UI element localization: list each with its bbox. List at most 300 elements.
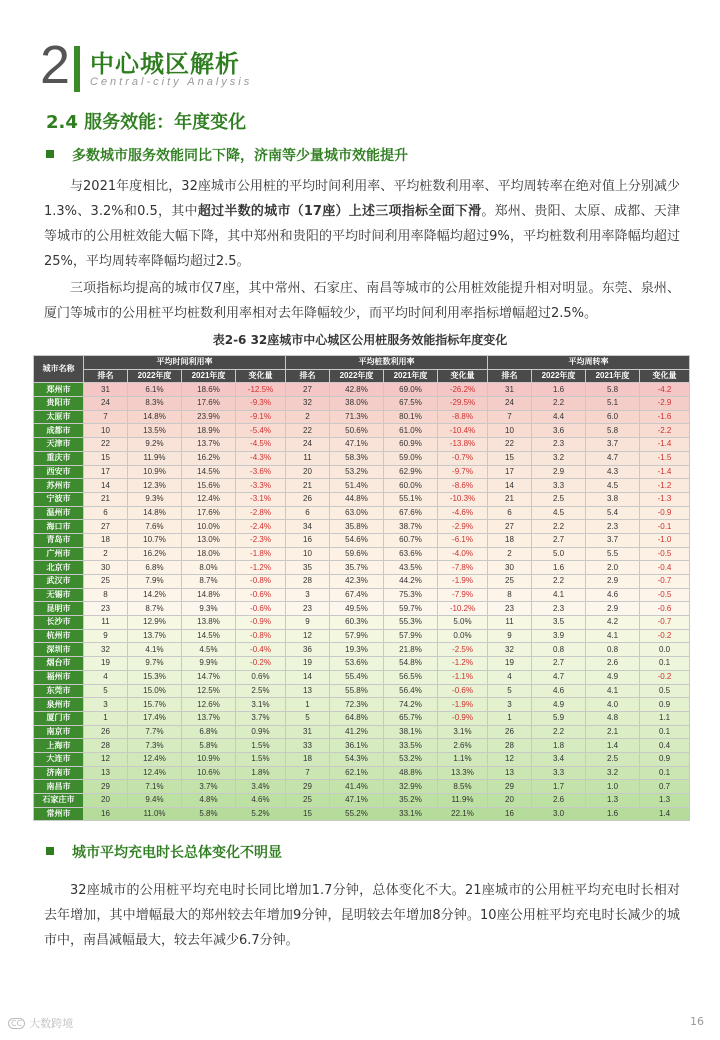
table-cell: -0.4 xyxy=(640,561,690,575)
table-cell: -2.9 xyxy=(640,397,690,411)
table-cell: 5.8 xyxy=(586,424,640,438)
table-cell: 5.8% xyxy=(182,739,236,753)
city-name-cell: 杭州市 xyxy=(34,629,84,643)
section-title: 2.4 服务效能：年度变化 xyxy=(46,112,247,133)
table-cell: 14.5% xyxy=(182,465,236,479)
table-cell: 8.7% xyxy=(182,575,236,589)
table-cell: 27 xyxy=(286,383,330,397)
table-cell: 17.6% xyxy=(182,397,236,411)
table-cell: 21 xyxy=(84,492,128,506)
table-cell: 4.2 xyxy=(586,616,640,630)
table-cell: 5.5 xyxy=(586,547,640,561)
table-cell: 60.7% xyxy=(384,533,438,547)
table-row xyxy=(34,766,690,780)
table-cell: 53.6% xyxy=(330,657,384,671)
table-cell: 47.1% xyxy=(330,794,384,808)
table-cell: -1.2% xyxy=(236,561,286,575)
table-cell: -10.4% xyxy=(438,424,488,438)
city-name-cell: 长沙市 xyxy=(34,616,84,630)
table-cell: 4.1 xyxy=(586,684,640,698)
table-cell: 2.9 xyxy=(532,465,586,479)
table-cell: 2 xyxy=(286,410,330,424)
table-cell: -1.2% xyxy=(438,657,488,671)
table-cell: 54.6% xyxy=(330,533,384,547)
table-cell: -1.0 xyxy=(640,533,690,547)
table-row xyxy=(34,561,690,575)
table-cell: -0.7 xyxy=(640,575,690,589)
table-cell: -9.7% xyxy=(438,465,488,479)
table-cell: 2.3 xyxy=(586,520,640,534)
table-cell: 15 xyxy=(488,451,532,465)
table-cell: 1.1% xyxy=(438,752,488,766)
table-cell: 1.8% xyxy=(236,766,286,780)
table-cell: -2.4% xyxy=(236,520,286,534)
efficiency-table xyxy=(33,355,690,821)
table-cell: 75.3% xyxy=(384,588,438,602)
table-cell: 38.1% xyxy=(384,725,438,739)
table-cell: 13.5% xyxy=(128,424,182,438)
city-name-cell: 温州市 xyxy=(34,506,84,520)
table-cell: -0.9 xyxy=(640,506,690,520)
table-row xyxy=(34,643,690,657)
table-cell: 10.6% xyxy=(182,766,236,780)
table-cell: 2.2 xyxy=(532,397,586,411)
table-cell: 74.2% xyxy=(384,698,438,712)
table-cell: 2.6 xyxy=(586,657,640,671)
city-name-cell: 深圳市 xyxy=(34,643,84,657)
table-row xyxy=(34,424,690,438)
table-cell: -0.2 xyxy=(640,670,690,684)
table-cell: 0.1 xyxy=(640,657,690,671)
table-cell: 4.1 xyxy=(532,588,586,602)
table-cell: 33.5% xyxy=(384,739,438,753)
table-cell: 3.6 xyxy=(532,424,586,438)
cc-icon: CC xyxy=(8,1018,25,1029)
table-cell: 12.4% xyxy=(128,766,182,780)
table-cell: -6.1% xyxy=(438,533,488,547)
table-cell: 19 xyxy=(488,657,532,671)
table-cell: 22 xyxy=(286,424,330,438)
city-name-cell: 大连市 xyxy=(34,752,84,766)
table-cell: 69.0% xyxy=(384,383,438,397)
table-cell: 11.0% xyxy=(128,807,182,821)
table-cell: 13.8% xyxy=(182,616,236,630)
table-cell: -7.9% xyxy=(438,588,488,602)
table-cell: 2.0 xyxy=(586,561,640,575)
city-name-cell: 武汉市 xyxy=(34,575,84,589)
table-cell: 23 xyxy=(286,602,330,616)
table-row xyxy=(34,752,690,766)
subheader-2022: 2022年度 xyxy=(330,369,384,383)
table-cell: 2 xyxy=(488,547,532,561)
table-cell: 1.6 xyxy=(586,807,640,821)
table-row xyxy=(34,670,690,684)
table-cell: 0.1 xyxy=(640,725,690,739)
table-cell: -0.5 xyxy=(640,588,690,602)
table-cell: 7.1% xyxy=(128,780,182,794)
table-cell: -2.5% xyxy=(438,643,488,657)
table-cell: 12 xyxy=(286,629,330,643)
table-cell: -0.2 xyxy=(640,629,690,643)
table-cell: 0.9% xyxy=(236,725,286,739)
table-cell: 30 xyxy=(488,561,532,575)
table-cell: 51.4% xyxy=(330,479,384,493)
table-cell: 5.8 xyxy=(586,383,640,397)
table-cell: -4.0% xyxy=(438,547,488,561)
table-cell: 23 xyxy=(488,602,532,616)
table-cell: -2.8% xyxy=(236,506,286,520)
table-cell: 3.7% xyxy=(236,711,286,725)
table-cell: 19 xyxy=(286,657,330,671)
table-row xyxy=(34,492,690,506)
table-cell: 31 xyxy=(286,725,330,739)
table-cell: 26 xyxy=(488,725,532,739)
table-cell: 72.3% xyxy=(330,698,384,712)
subheader-rank: 排名 xyxy=(286,369,330,383)
table-cell: 21 xyxy=(488,492,532,506)
table-row xyxy=(34,410,690,424)
table-cell: 1.3 xyxy=(586,794,640,808)
table-cell: 4.3 xyxy=(586,465,640,479)
table-cell: 2.9 xyxy=(586,602,640,616)
table-cell: 2.2 xyxy=(532,575,586,589)
table-cell: 1.6 xyxy=(532,383,586,397)
city-name-cell: 成都市 xyxy=(34,424,84,438)
table-cell: 57.9% xyxy=(330,629,384,643)
city-name-cell: 贵阳市 xyxy=(34,397,84,411)
table-cell: 59.7% xyxy=(384,602,438,616)
table-cell: 4.7 xyxy=(586,451,640,465)
table-cell: 12 xyxy=(84,752,128,766)
table-cell: 38.0% xyxy=(330,397,384,411)
table-cell: 3.2 xyxy=(586,766,640,780)
table-cell: 25 xyxy=(84,575,128,589)
city-name-cell: 郑州市 xyxy=(34,383,84,397)
table-cell: -1.9% xyxy=(438,698,488,712)
table-cell: -26.2% xyxy=(438,383,488,397)
table-cell: 4.1 xyxy=(586,629,640,643)
table-cell: 13.7% xyxy=(128,629,182,643)
table-cell: 0.0 xyxy=(640,643,690,657)
table-cell: 2.5 xyxy=(532,492,586,506)
table-cell: 53.2% xyxy=(330,465,384,479)
table-cell: 22 xyxy=(84,438,128,452)
table-cell: 9.2% xyxy=(128,438,182,452)
table-row xyxy=(34,698,690,712)
table-cell: 9 xyxy=(488,629,532,643)
table-cell: -10.2% xyxy=(438,602,488,616)
table-cell: 57.9% xyxy=(384,629,438,643)
city-name-cell: 济南市 xyxy=(34,766,84,780)
bullet-square-icon xyxy=(46,150,54,158)
table-cell: 0.6% xyxy=(236,670,286,684)
table-row xyxy=(34,383,690,397)
table-cell: 43.5% xyxy=(384,561,438,575)
table-cell: 7.7% xyxy=(128,725,182,739)
table-cell: 6 xyxy=(286,506,330,520)
table-cell: 55.2% xyxy=(330,807,384,821)
table-cell: 5.8% xyxy=(182,807,236,821)
table-cell: 14.7% xyxy=(182,670,236,684)
table-cell: 18.6% xyxy=(182,383,236,397)
table-cell: 8.0% xyxy=(182,561,236,575)
table-cell: 24 xyxy=(84,397,128,411)
table-cell: 60.3% xyxy=(330,616,384,630)
table-cell: 1.4 xyxy=(586,739,640,753)
paragraph-1-bold: 超过半数的城市（17座）上述三项指标全面下滑 xyxy=(197,204,482,219)
table-cell: 67.4% xyxy=(330,588,384,602)
table-cell: 4.6 xyxy=(586,588,640,602)
table-cell: 12 xyxy=(488,752,532,766)
table-cell: 10.7% xyxy=(128,533,182,547)
table-cell: 14.8% xyxy=(128,410,182,424)
table-cell: 19.3% xyxy=(330,643,384,657)
table-row xyxy=(34,533,690,547)
table-cell: 5.0 xyxy=(532,547,586,561)
table-cell: 28 xyxy=(84,739,128,753)
table-cell: 29 xyxy=(84,780,128,794)
table-cell: 1.1 xyxy=(640,711,690,725)
table-cell: 5 xyxy=(488,684,532,698)
table-cell: 3 xyxy=(286,588,330,602)
table-cell: 10.0% xyxy=(182,520,236,534)
table-cell: 28 xyxy=(286,575,330,589)
table-cell: 14.5% xyxy=(182,629,236,643)
table-cell: -2.3% xyxy=(236,533,286,547)
city-name-cell: 青岛市 xyxy=(34,533,84,547)
table-row xyxy=(34,725,690,739)
table-cell: 2.5% xyxy=(236,684,286,698)
table-cell: 49.5% xyxy=(330,602,384,616)
table-cell: 3.0 xyxy=(532,807,586,821)
table-cell: 11.9% xyxy=(438,794,488,808)
table-cell: 9.4% xyxy=(128,794,182,808)
bullet-heading-1 xyxy=(46,145,408,165)
table-cell: 19 xyxy=(84,657,128,671)
table-cell: -4.3% xyxy=(236,451,286,465)
table-cell: -1.1% xyxy=(438,670,488,684)
city-name-cell: 宁波市 xyxy=(34,492,84,506)
table-cell: 16.2% xyxy=(182,451,236,465)
table-cell: 7 xyxy=(84,410,128,424)
table-cell: 35.7% xyxy=(330,561,384,575)
table-cell: -0.4% xyxy=(236,643,286,657)
table-cell: 7 xyxy=(286,766,330,780)
table-cell: 3.7 xyxy=(586,438,640,452)
table-cell: 3 xyxy=(488,698,532,712)
table-cell: 4 xyxy=(488,670,532,684)
table-row xyxy=(34,438,690,452)
chapter-number: 2 xyxy=(40,35,71,95)
table-cell: 0.0% xyxy=(438,629,488,643)
table-cell: 3.4 xyxy=(532,752,586,766)
table-cell: 14 xyxy=(84,479,128,493)
table-cell: 1 xyxy=(84,711,128,725)
table-row xyxy=(34,739,690,753)
table-cell: 65.7% xyxy=(384,711,438,725)
table-cell: 1.8 xyxy=(532,739,586,753)
table-cell: 38.7% xyxy=(384,520,438,534)
table-cell: 0.1 xyxy=(640,766,690,780)
city-name-cell: 无锡市 xyxy=(34,588,84,602)
table-cell: 8.7% xyxy=(128,602,182,616)
table-cell: -0.9% xyxy=(236,616,286,630)
city-name-cell: 厦门市 xyxy=(34,711,84,725)
table-cell: -0.7% xyxy=(438,451,488,465)
subheader-2021: 2021年度 xyxy=(384,369,438,383)
table-cell: 48.8% xyxy=(384,766,438,780)
table-cell: 2.9 xyxy=(586,575,640,589)
table-cell: 2.6 xyxy=(532,794,586,808)
table-cell: 5 xyxy=(286,711,330,725)
table-cell: 4 xyxy=(84,670,128,684)
table-cell: 5 xyxy=(84,684,128,698)
table-cell: -0.8% xyxy=(236,575,286,589)
table-cell: 15.3% xyxy=(128,670,182,684)
paragraph-3: 32座城市的公用桩平均充电时长同比增加1.7分钟，总体变化不大。21座城市的公用桩平均充电时长相对去年增加，其中增幅最大的郑州较去年增加9分钟，昆明较去年增加8分钟。10座公用桩平均充电时长减少的城市中，南昌减幅最大，较去年减少6.7分钟。 xyxy=(44,883,680,948)
table-corner-header: 城市名称 xyxy=(34,356,84,383)
chapter-title: 中心城区解析 xyxy=(90,50,240,78)
table-cell: 1 xyxy=(488,711,532,725)
table-cell: 14 xyxy=(286,670,330,684)
table-cell: -0.1 xyxy=(640,520,690,534)
table-cell: 12.5% xyxy=(182,684,236,698)
table-cell: 12.6% xyxy=(182,698,236,712)
table-cell: 23.9% xyxy=(182,410,236,424)
table-cell: 42.3% xyxy=(330,575,384,589)
table-row xyxy=(34,506,690,520)
table-cell: 67.6% xyxy=(384,506,438,520)
chapter-accent-bar xyxy=(74,46,80,92)
table-cell: 5.9 xyxy=(532,711,586,725)
table-cell: -1.4 xyxy=(640,465,690,479)
table-cell: 10.9% xyxy=(128,465,182,479)
table-cell: 55.8% xyxy=(330,684,384,698)
table-cell: -9.1% xyxy=(236,410,286,424)
city-name-cell: 常州市 xyxy=(34,807,84,821)
table-cell: 2.1 xyxy=(586,725,640,739)
table-cell: 3.1% xyxy=(438,725,488,739)
table-cell: 63.6% xyxy=(384,547,438,561)
table-cell: 15 xyxy=(84,451,128,465)
table-cell: 50.6% xyxy=(330,424,384,438)
page-number: 16 xyxy=(690,1015,704,1028)
table-cell: 12.9% xyxy=(128,616,182,630)
table-cell: 1.6 xyxy=(532,561,586,575)
table-cell: 26 xyxy=(84,725,128,739)
city-name-cell: 东莞市 xyxy=(34,684,84,698)
table-cell: 2.7 xyxy=(532,533,586,547)
table-cell: 20 xyxy=(84,794,128,808)
table-cell: 4.5% xyxy=(182,643,236,657)
table-cell: -0.6% xyxy=(438,684,488,698)
table-cell: -1.3 xyxy=(640,492,690,506)
table-cell: 1.7 xyxy=(532,780,586,794)
table-cell: 7.6% xyxy=(128,520,182,534)
table-cell: 2.5 xyxy=(586,752,640,766)
table-cell: 4.9 xyxy=(532,698,586,712)
table-cell: 8.3% xyxy=(128,397,182,411)
table-cell: -7.8% xyxy=(438,561,488,575)
table-cell: 1.4 xyxy=(640,807,690,821)
table-cell: 80.1% xyxy=(384,410,438,424)
table-cell: 31 xyxy=(84,383,128,397)
table-cell: 3.8 xyxy=(586,492,640,506)
table-cell: 18 xyxy=(488,533,532,547)
table-cell: 25 xyxy=(286,794,330,808)
table-cell: 0.8 xyxy=(532,643,586,657)
subheader-2021: 2021年度 xyxy=(586,369,640,383)
table-cell: 13.7% xyxy=(182,438,236,452)
subheader-change: 变化量 xyxy=(640,369,690,383)
table-cell: -4.6% xyxy=(438,506,488,520)
table-cell: -3.3% xyxy=(236,479,286,493)
table-cell: 54.8% xyxy=(384,657,438,671)
table-cell: 18 xyxy=(84,533,128,547)
table-cell: 9.7% xyxy=(128,657,182,671)
table-cell: 44.2% xyxy=(384,575,438,589)
table-row xyxy=(34,397,690,411)
table-cell: 3.4% xyxy=(236,780,286,794)
paragraph-1-part-a: 与2021年度相比，32座城市公用桩的平均时间利用率、平均桩数利用率、平均周转率在绝对值上分别减少1.3%、3.2%和0.5，其中 xyxy=(44,179,680,219)
table-cell: 59.0% xyxy=(384,451,438,465)
table-row xyxy=(34,794,690,808)
table-cell: 14.2% xyxy=(128,588,182,602)
table-cell: 60.9% xyxy=(384,438,438,452)
table-cell: 0.7 xyxy=(640,780,690,794)
table-cell: -3.1% xyxy=(236,492,286,506)
table-cell: 32.9% xyxy=(384,780,438,794)
table-cell: 0.5 xyxy=(640,684,690,698)
table-cell: 2.6% xyxy=(438,739,488,753)
table-cell: -3.6% xyxy=(236,465,286,479)
table-cell: 12.3% xyxy=(128,479,182,493)
table-cell: -4.5% xyxy=(236,438,286,452)
table-cell: -0.2% xyxy=(236,657,286,671)
table-cell: 24 xyxy=(488,397,532,411)
group-header-pile: 平均桩数利用率 xyxy=(286,356,488,370)
chapter-subtitle: Central-city Analysis xyxy=(90,76,253,88)
table-cell: -10.3% xyxy=(438,492,488,506)
table-cell: 3.9 xyxy=(532,629,586,643)
city-name-cell: 天津市 xyxy=(34,438,84,452)
table-cell: -13.8% xyxy=(438,438,488,452)
table-row xyxy=(34,629,690,643)
table-cell: 2.3 xyxy=(532,438,586,452)
table-cell: 10 xyxy=(286,547,330,561)
city-name-cell: 上海市 xyxy=(34,739,84,753)
table-cell: 26 xyxy=(286,492,330,506)
table-cell: 3.7 xyxy=(586,533,640,547)
table-cell: 4.4 xyxy=(532,410,586,424)
table-cell: 15.7% xyxy=(128,698,182,712)
table-cell: -1.2 xyxy=(640,479,690,493)
table-cell: 33.1% xyxy=(384,807,438,821)
table-cell: 35.2% xyxy=(384,794,438,808)
bullet-heading-2 xyxy=(46,842,282,862)
table-cell: 9.3% xyxy=(182,602,236,616)
table-cell: -9.3% xyxy=(236,397,286,411)
table-row xyxy=(34,780,690,794)
table-cell: 7.3% xyxy=(128,739,182,753)
table-cell: 32 xyxy=(286,397,330,411)
table-cell: 32 xyxy=(84,643,128,657)
table-cell: 5.1 xyxy=(586,397,640,411)
city-name-cell: 石家庄市 xyxy=(34,794,84,808)
table-cell: 15.0% xyxy=(128,684,182,698)
table-cell: -0.9% xyxy=(438,711,488,725)
table-cell: -1.5 xyxy=(640,451,690,465)
